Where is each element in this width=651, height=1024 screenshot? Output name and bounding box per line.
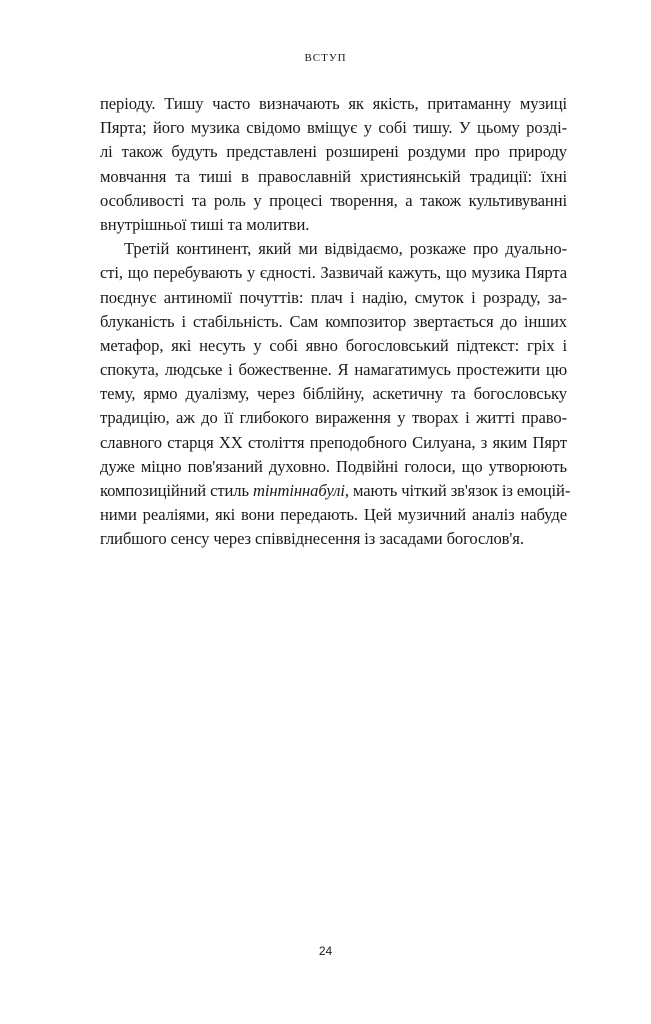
text-line: традицію, аж до її глибокого вираження у творах і житті право- xyxy=(100,408,567,428)
text-line: періоду. Тишу часто визначають як якість, притаманну музиці xyxy=(100,94,567,113)
text-run: , мають чіткий зв'язок із емоцій- xyxy=(344,481,571,500)
text-line: мовчання та тиші в православній християнській традиції: їхні xyxy=(100,166,567,186)
text-line: сті, що перебувають у єдності. Зазвичай кажуть, що музика Пярта xyxy=(100,263,567,283)
text-line: метафор, які несуть у собі явно богословський підтекст: гріх і xyxy=(100,335,567,355)
text-line: ними реаліями, які вони передають. Цей музичний аналіз набуде xyxy=(100,505,567,525)
text-line xyxy=(100,479,571,503)
paragraph-1 xyxy=(100,92,567,237)
text-line: глибшого сенсу через співвіднесення із засадами богослов'я. xyxy=(100,529,524,549)
text-line: Пярта; його музика свідомо вміщує у собі тишу. У цьому розді- xyxy=(100,118,567,138)
text-run: композиційний стиль xyxy=(100,481,253,500)
text-line: Третій континент, який ми відвідаємо, розкаже про дуально- xyxy=(124,239,567,259)
text-line: тему, ярмо дуалізму, через біблійну, аскетичну та богословську xyxy=(100,384,567,404)
text-line: поєднує антиномії почуттів: плач і надію, смуток і розраду, за- xyxy=(100,287,567,307)
text-line: лі також будуть представлені розширені роздуми про природу xyxy=(100,142,567,162)
text-line: славного старця XX століття преподобного Силуана, з яким Пярт xyxy=(100,432,567,452)
text-line: внутрішньої тиші та молитви. xyxy=(100,214,310,234)
paragraph-2 xyxy=(100,237,571,551)
body-text xyxy=(100,92,571,552)
italic-term: тінтіннабулі xyxy=(252,481,345,500)
text-line: дуже міцно пов'язаний духовно. Подвійні голоси, що утворюють xyxy=(100,456,567,476)
text-line: блуканість і стабільність. Сам композитор звертається до інших xyxy=(100,311,567,331)
text-line: спокута, людське і божественне. Я намагатимусь простежити цю xyxy=(100,360,567,380)
page-number: 24 xyxy=(318,944,333,958)
text-line: особливості та роль у процесі творення, а також культивуванні xyxy=(100,190,567,210)
running-head: ВСТУП xyxy=(304,52,347,64)
